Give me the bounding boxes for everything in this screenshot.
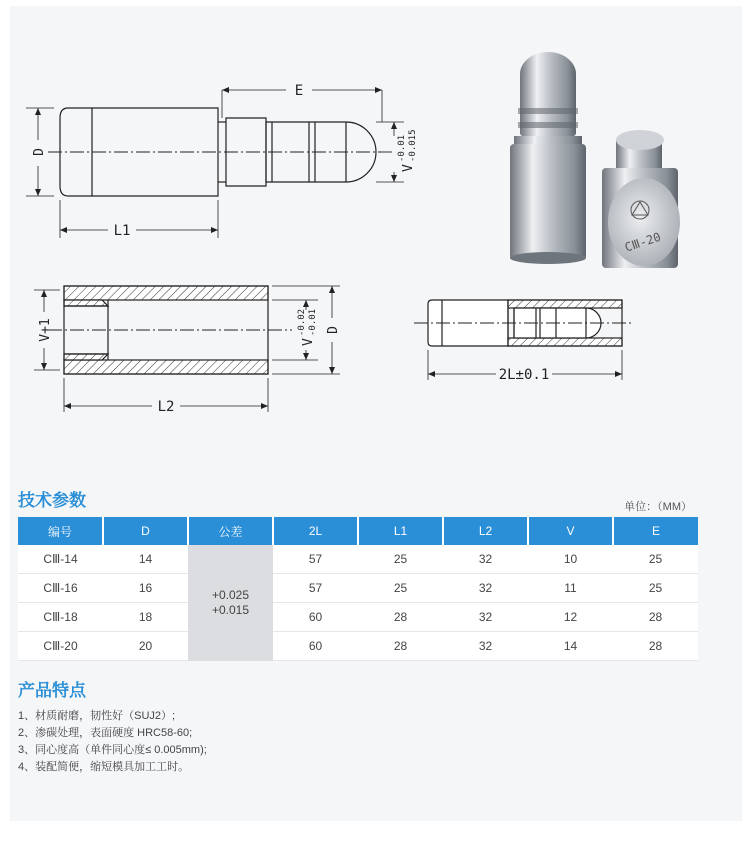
svg-text:V: V: [301, 338, 316, 346]
photo-end-label: CⅢ-20: [622, 229, 663, 255]
cell-e: 28: [613, 632, 698, 661]
cell-l2: 32: [443, 603, 528, 632]
svg-text:-0.015: -0.015: [408, 129, 418, 162]
cell-d: 20: [103, 632, 188, 661]
header-cell: E: [613, 517, 698, 545]
cell-v: 14: [528, 632, 613, 661]
cell-2l: 60: [273, 603, 358, 632]
dim-v-plus-label: V+1: [38, 318, 53, 342]
dim-d-label: D: [32, 148, 47, 156]
cell-d: 14: [103, 545, 188, 574]
features-title: 产品特点: [18, 681, 86, 700]
header-cell: 2L: [273, 517, 358, 545]
cell-l2: 32: [443, 632, 528, 661]
table-row: [18, 574, 698, 603]
header-cell: 编号: [18, 517, 103, 545]
cell-l2: 32: [443, 545, 528, 574]
cell-l1: 28: [358, 603, 443, 632]
tolerance-lower: +0.015: [211, 602, 250, 617]
cell-tolerance: [188, 545, 273, 661]
svg-text:V: V: [401, 164, 416, 172]
bush-v-tolerance: [297, 309, 318, 346]
feature-item: 2、渗碳处理，表面硬度 HRC58-60;: [18, 727, 193, 739]
cell-code: CⅢ-20: [18, 632, 103, 661]
svg-text:-0.01: -0.01: [397, 134, 407, 162]
spec-table: [18, 517, 698, 661]
header-cell: D: [103, 517, 188, 545]
table-row: [18, 632, 698, 661]
svg-text:-0.02: -0.02: [297, 308, 307, 336]
feature-item: 1、材质耐磨，韧性好（SUJ2）;: [18, 710, 176, 722]
dim-e-label: E: [294, 83, 304, 99]
cell-e: 25: [613, 545, 698, 574]
cell-d: 18: [103, 603, 188, 632]
features-list: [18, 708, 207, 776]
unit-label: 单位：（MM）: [624, 501, 692, 513]
feature-item: 4、装配简便，缩短模具加工工时。: [18, 761, 190, 773]
dim-l1-label: L1: [113, 223, 131, 239]
pin-drawing: [26, 87, 404, 238]
cell-code: CⅢ-18: [18, 603, 103, 632]
header-cell: L2: [443, 517, 528, 545]
feature-item: 3、同心度高（单件同心度≤ 0.005mm);: [18, 744, 207, 756]
tolerance-upper: +0.025: [211, 587, 250, 602]
cell-e: 28: [613, 603, 698, 632]
pin-v-tolerance: [397, 129, 418, 172]
table-row: [18, 603, 698, 632]
dim-2l-label: 2L±0.1: [498, 367, 550, 383]
cell-2l: 57: [273, 545, 358, 574]
cell-2l: 60: [273, 632, 358, 661]
header-cell: L1: [358, 517, 443, 545]
table-row: [18, 545, 698, 574]
cell-e: 25: [613, 574, 698, 603]
dim-d-bush-label: D: [326, 326, 341, 334]
cell-v: 11: [528, 574, 613, 603]
cell-d: 16: [103, 574, 188, 603]
specs-title: 技术参数: [18, 491, 86, 510]
cell-2l: 57: [273, 574, 358, 603]
product-photo: [510, 52, 680, 268]
header-cell: V: [528, 517, 613, 545]
cell-l1: 25: [358, 545, 443, 574]
svg-text:-0.01: -0.01: [308, 308, 318, 336]
cell-l2: 32: [443, 574, 528, 603]
header-cell: 公差: [188, 517, 273, 545]
bush-end-face: [608, 178, 680, 266]
spec-header-row: [18, 517, 698, 545]
bush-drawing: [34, 286, 340, 412]
cell-v: 10: [528, 545, 613, 574]
cell-l1: 28: [358, 632, 443, 661]
cell-code: CⅢ-16: [18, 574, 103, 603]
cell-v: 12: [528, 603, 613, 632]
cell-code: CⅢ-14: [18, 545, 103, 574]
dim-l2-label: L2: [157, 399, 175, 415]
cell-l1: 25: [358, 574, 443, 603]
